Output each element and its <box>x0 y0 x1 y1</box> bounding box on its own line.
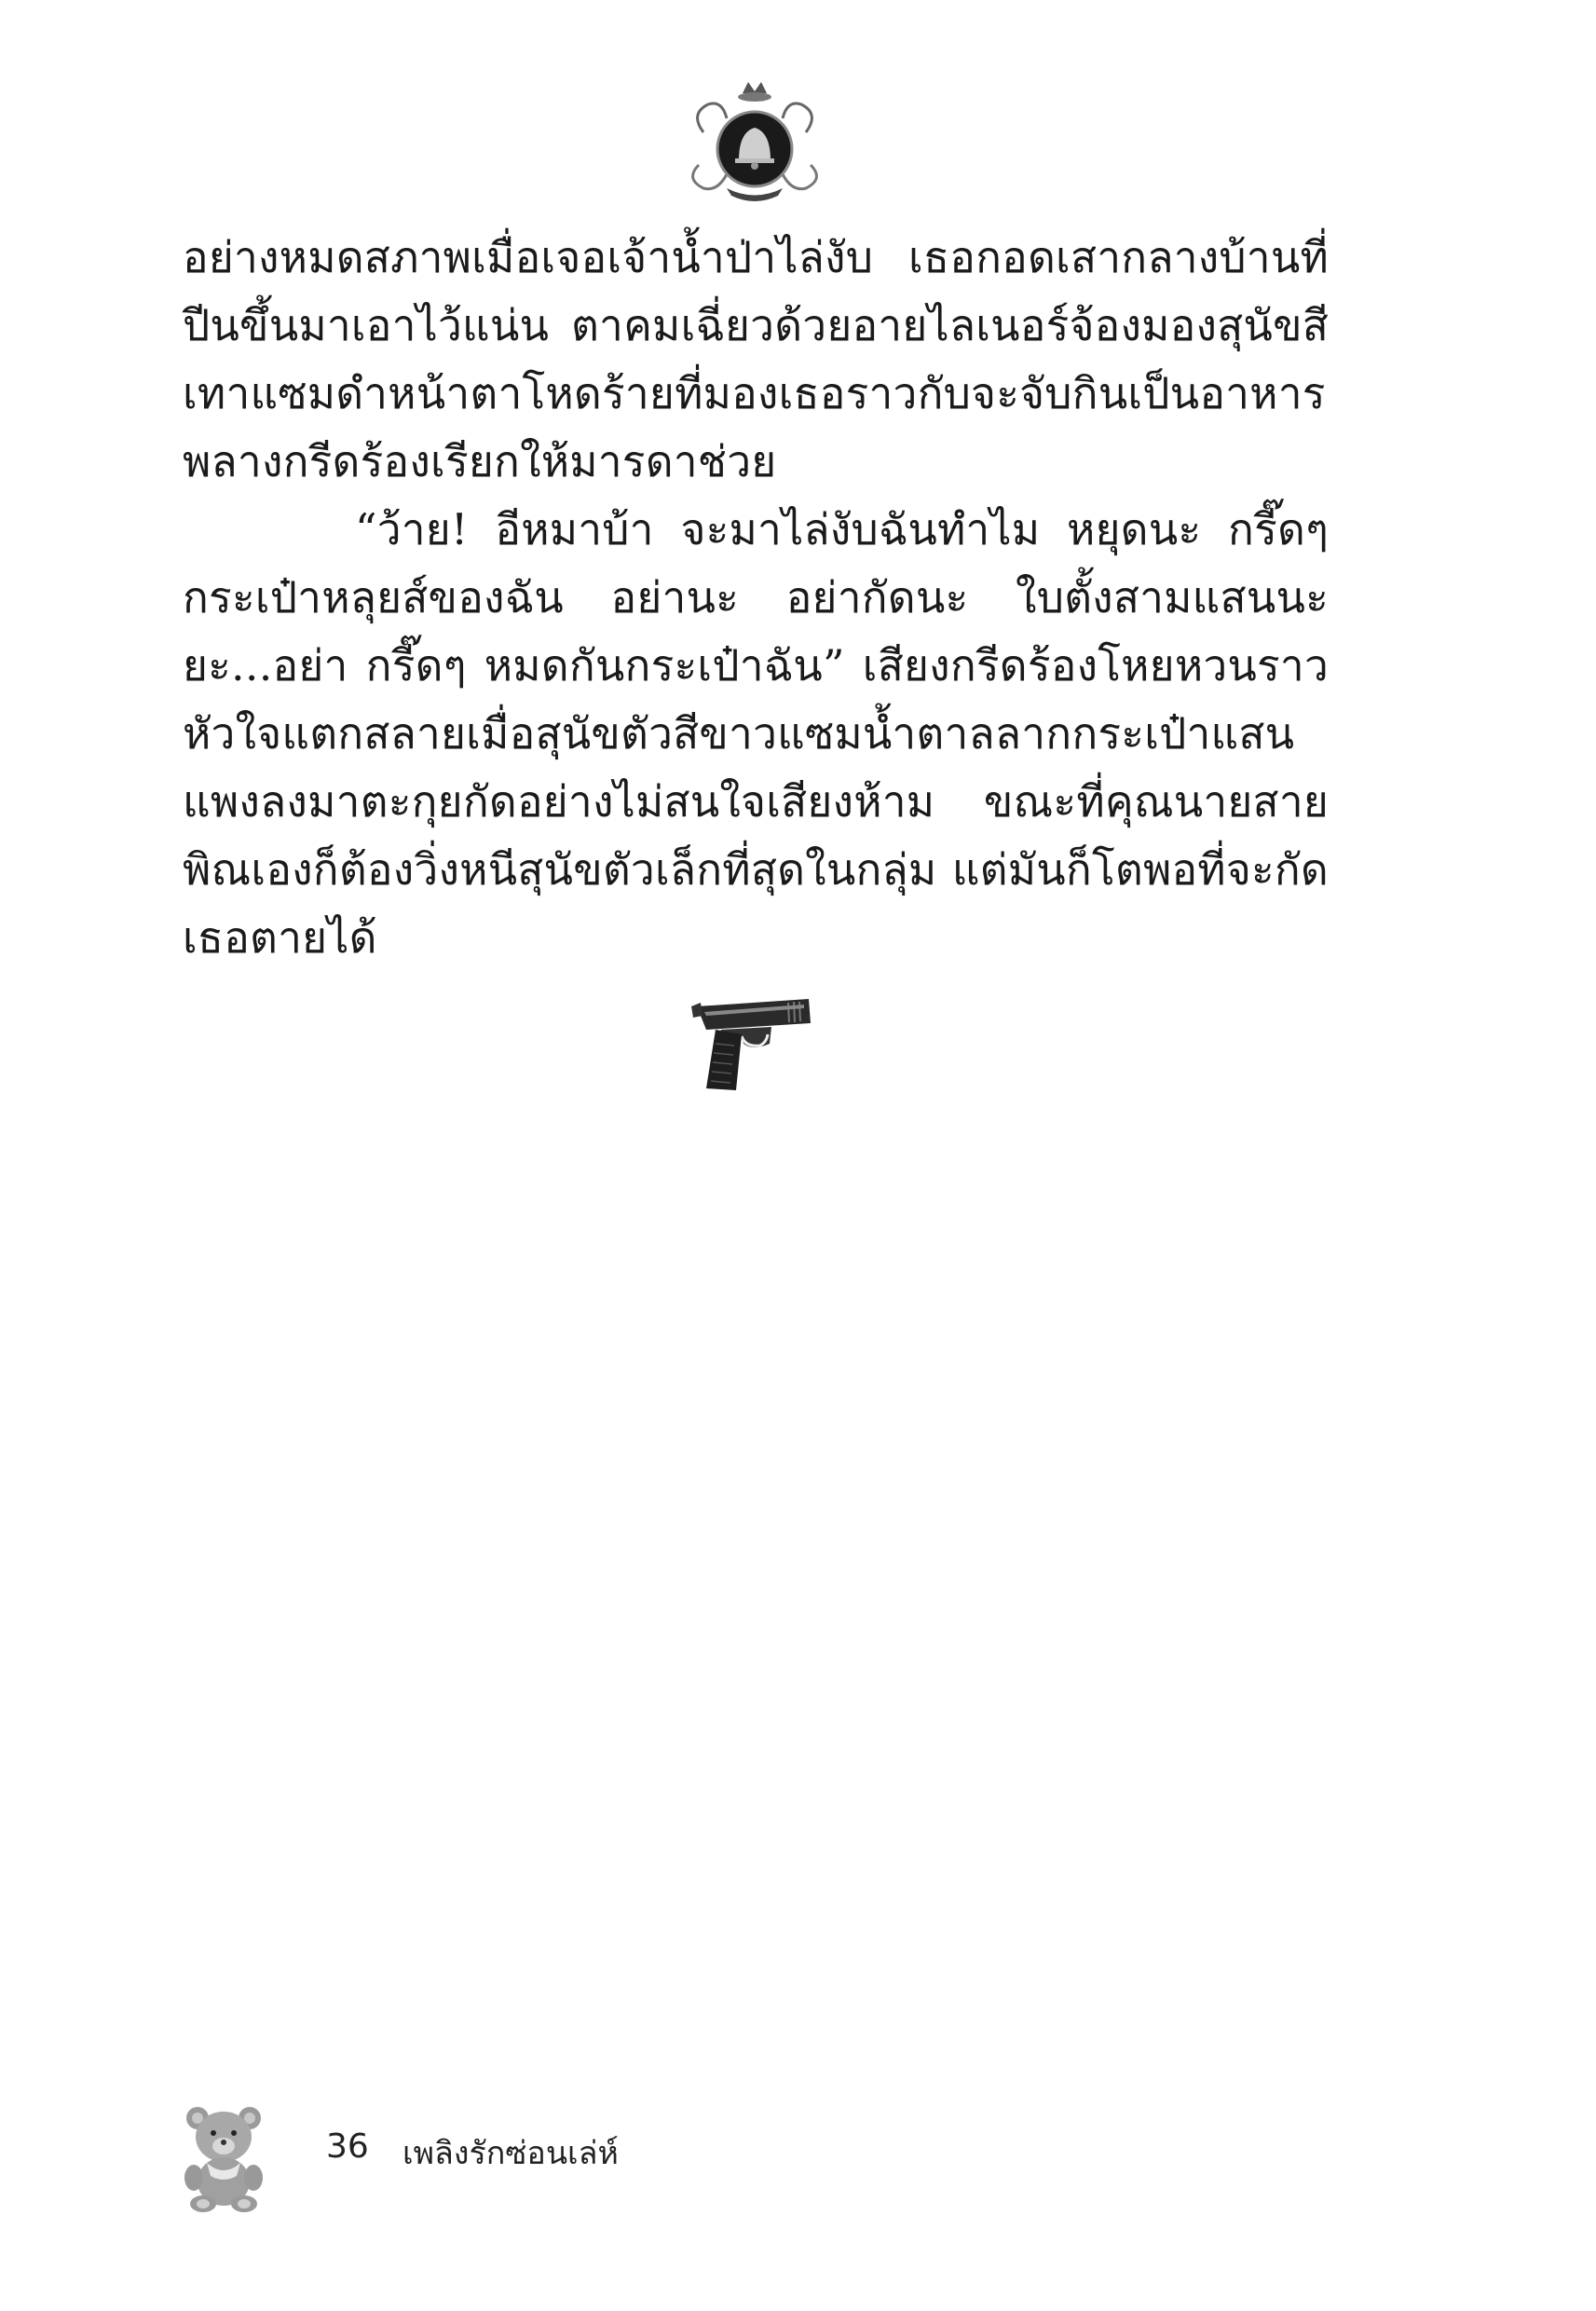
pistol-icon <box>678 978 818 1100</box>
header-ornament-icon <box>685 76 825 207</box>
teddy-bear-icon <box>177 2101 270 2213</box>
book-title: เพลิงรักซ่อนเล่ห์ <box>402 2135 619 2172</box>
paragraph-1: อย่างหมดสภาพเมื่อเจอเจ้าน้ำป่าไล่งับ เธอกอดเสากลางบ้านที่ปีนขึ้นมาเอาไว้แน่น ตาคมเฉี่ยวด้วยอายไลเนอร์จ้องมองสุนัขสีเทาแซมดำหน้าตาโหดร้ายที่มองเธอราวกับจะจับกินเป็นอาหาร พลางกรีดร้องเรียกให้มารดาช่วย <box>183 232 1329 486</box>
body-text <box>183 224 1329 972</box>
paragraph-2: “ว้าย! อีหมาบ้า จะมาไล่งับฉันทำไม หยุดนะ กรี๊ดๆ กระเป๋าหลุยส์ของฉัน อย่านะ อย่ากัดนะ ใบตั้งสามแสนนะยะ...อย่า กรี๊ดๆ หมดกันกระเป๋าฉัน” เสียงกรีดร้องโหยหวนราวหัวใจแตกสลายเมื่อสุนัขตัวสีขาวแซมน้ำตาลลากกระเป๋าแสนแพงลงมาตะกุยกัดอย่างไม่สนใจเสียงห้าม ขณะที่คุณนายสายพิณเองก็ต้องวิ่งหนีสุนัขตัวเล็กที่สุดในกลุ่ม แต่มันก็โตพอที่จะกัดเธอตายได้ <box>183 504 1329 963</box>
footer <box>177 2101 829 2222</box>
page-number: 36 <box>326 2127 369 2166</box>
